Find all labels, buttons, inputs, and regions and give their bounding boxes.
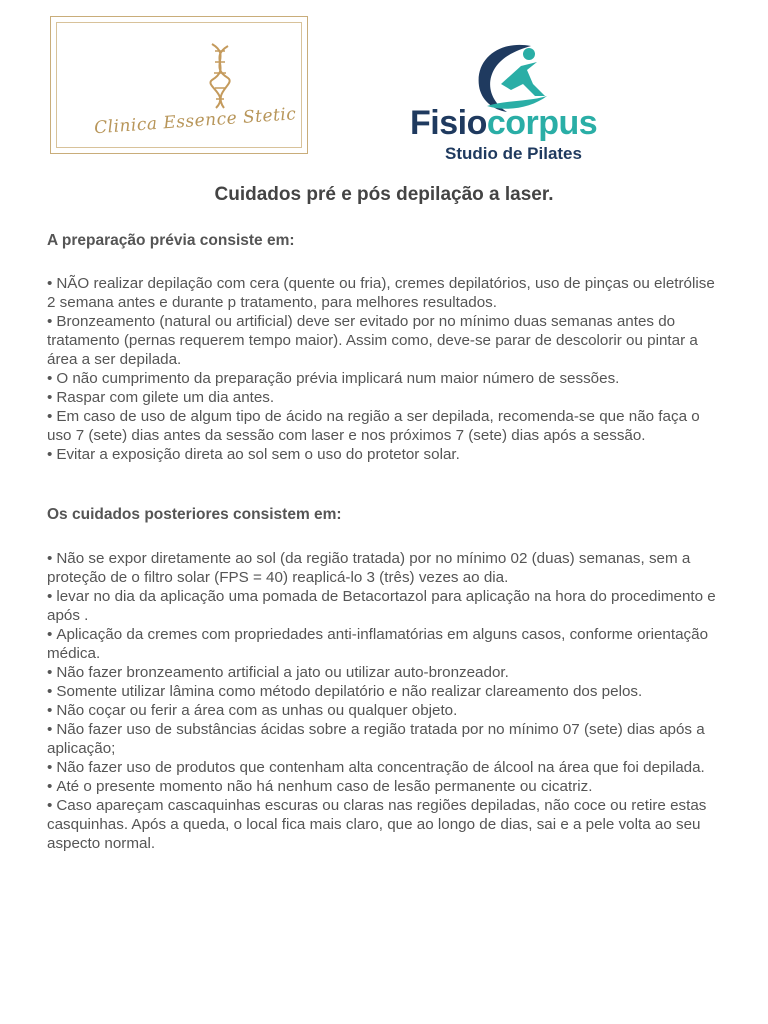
list-item-text: Aplicação da cremes com propriedades anti-inflamatórias em alguns casos, conforme orientação médica.: [47, 626, 709, 662]
list-item-text: NÃO realizar depilação com cera (quente ou fria), cremes depilatórios, uso de pinças ou eletrólise 2 semana antes e durante p tratamento, para melhores resultados.: [47, 275, 715, 311]
list-item-text: Não fazer bronzeamento artificial a jato ou utilizar auto-bronzeador.: [56, 664, 509, 681]
bullet: •: [47, 626, 53, 643]
bullet: •: [47, 721, 53, 738]
preparation-list: [47, 274, 727, 464]
list-item-text: O não cumprimento da preparação prévia implicará num maior número de sessões.: [56, 370, 620, 387]
list-item-text: Não coçar ou ferir a área com as unhas ou qualquer objeto.: [56, 702, 458, 719]
document-title: Cuidados pré e pós depilação a laser.: [214, 184, 554, 205]
bullet: •: [47, 313, 53, 330]
preparation-heading-wrap: [47, 232, 727, 250]
brand-part2: corpus: [486, 104, 598, 142]
bullet: •: [47, 389, 53, 406]
list-item-text: Não fazer uso de substâncias ácidas sobre a região tratada por no mínimo 07 (sete) dias após a aplicação;: [47, 721, 705, 757]
bullet: •: [47, 588, 53, 605]
bullet: •: [47, 446, 53, 463]
clinic-logo: [50, 16, 308, 154]
brand-part1: Fisio: [410, 104, 487, 142]
list-item: [47, 445, 727, 464]
list-item: [47, 312, 727, 369]
list-item: [47, 587, 727, 625]
bullet: •: [47, 683, 53, 700]
list-item-text: levar no dia da aplicação uma pomada de Betacortazol para aplicação na hora do procedimento e após .: [47, 588, 716, 624]
list-item: [47, 369, 727, 388]
fisiocorpus-brand: [410, 106, 597, 140]
list-item-text: Até o presente momento não há nenhum caso de lesão permanente ou cicatriz.: [56, 778, 593, 795]
list-item-text: Em caso de uso de algum tipo de ácido na região a ser depilada, recomenda-se que não faça o uso 7 (sete) dias antes da sessão com laser e nos próximos 7 (sete) dias após a sessão.: [47, 408, 700, 444]
list-item: [47, 407, 727, 445]
dna-icon: [202, 42, 238, 110]
list-item: [47, 274, 727, 312]
list-item: [47, 796, 727, 853]
bullet: •: [47, 759, 53, 776]
bullet: •: [47, 370, 53, 387]
bullet: •: [47, 778, 53, 795]
list-item-text: Não se expor diretamente ao sol (da região tratada) por no mínimo 02 (duas) semanas, sem a proteção de o filtro solar (FPS = 40) reaplicá-lo 3 (três) vezes ao dia.: [47, 550, 691, 586]
bullet: •: [47, 664, 53, 681]
list-item: [47, 682, 727, 701]
list-item-text: Não fazer uso de produtos que contenham alta concentração de álcool na área que foi depilada.: [56, 759, 705, 776]
fisiocorpus-logo: [405, 40, 645, 166]
fisiocorpus-tagline: Studio de Pilates: [445, 144, 582, 163]
post-heading-wrap: [47, 506, 727, 524]
bullet: •: [47, 702, 53, 719]
clinic-name: Clinica Essence Stetic: [93, 104, 297, 139]
list-item-text: Raspar com gilete um dia antes.: [56, 389, 275, 406]
list-item: [47, 388, 727, 407]
list-item: [47, 777, 727, 796]
post-heading: Os cuidados posteriores consistem em:: [47, 506, 342, 523]
bullet: •: [47, 275, 53, 292]
list-item: [47, 549, 727, 587]
post-list-wrap: [47, 549, 727, 853]
post-list: [47, 549, 727, 853]
list-item: [47, 758, 727, 777]
preparation-list-wrap: [47, 274, 727, 464]
bullet: •: [47, 550, 53, 567]
list-item: [47, 720, 727, 758]
preparation-heading: A preparação prévia consiste em:: [47, 232, 295, 249]
bullet: •: [47, 797, 53, 814]
list-item-text: Somente utilizar lâmina como método depilatório e não realizar clareamento dos pelos.: [56, 683, 643, 700]
bullet: •: [47, 408, 53, 425]
list-item: [47, 663, 727, 682]
list-item-text: Evitar a exposição direta ao sol sem o uso do protetor solar.: [56, 446, 460, 463]
list-item: [47, 701, 727, 720]
list-item-text: Bronzeamento (natural ou artificial) deve ser evitado por no mínimo duas semanas antes do tratamento (pernas requerem tempo maior). Assim como, deve-se parar de descolorir ou pintar a área a ser depilada.: [47, 313, 698, 368]
list-item: [47, 625, 727, 663]
list-item-text: Caso apareçam cascaquinhas escuras ou claras nas regiões depiladas, não coce ou retire estas casquinhas. Após a queda, o local fica mais claro, que ao longo de dias, sai e a pele volta ao seu aspecto normal.: [47, 797, 707, 852]
